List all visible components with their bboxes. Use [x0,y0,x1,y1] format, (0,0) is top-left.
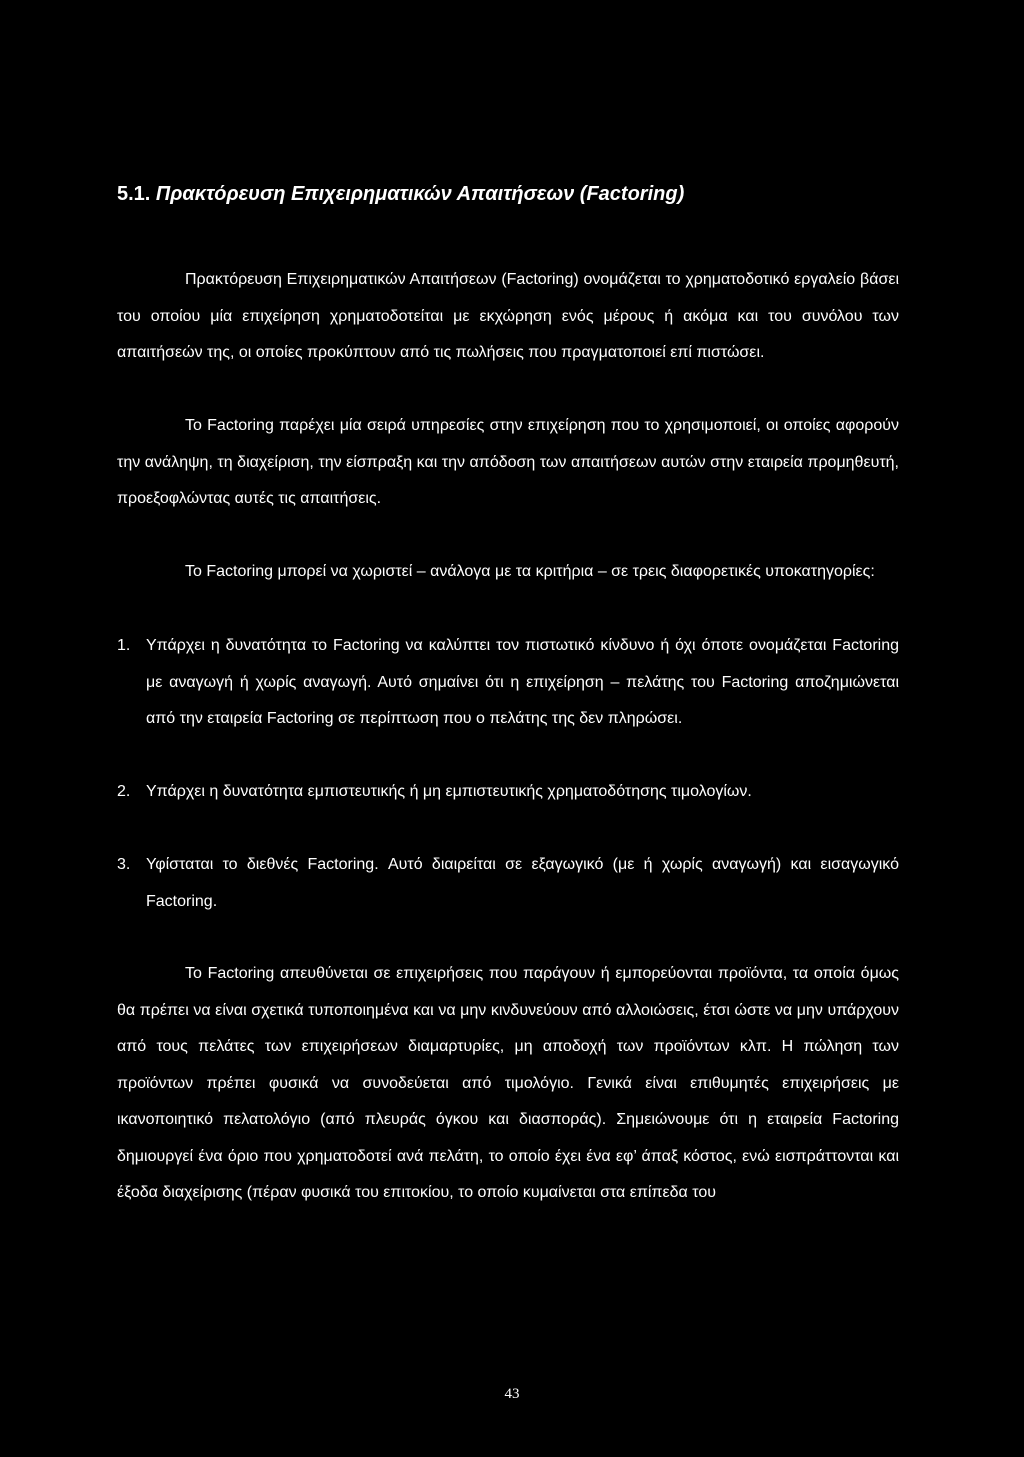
paragraph-categories-intro: Το Factoring μπορεί να χωριστεί – ανάλογα με τα κριτήρια – σε τρεις διαφορετικές υποκατηγορίες: [185,563,875,580]
list-marker: 2. [117,783,131,800]
list-marker: 3. [117,856,131,873]
list-item-recourse [117,628,899,738]
page-number: 43 [504,1386,520,1402]
section-number: 5.1. [117,183,151,205]
list-item-text: Υπάρχει η δυνατότητα εμπιστευτικής ή μη εμπιστευτικής χρηματοδότησης τιμολογίων. [146,783,752,800]
paragraph-definition: Πρακτόρευση Επιχειρηματικών Απαιτήσεων (Factoring) ονομάζεται το χρηματοδοτικό εργαλείο βάσει του οποίου μία επιχείρηση χρηματοδοτείται με εκχώρηση ενός μέρους ή ακόμα και του συνόλου των απαιτήσεών της, οι οποίες προκύπτουν από τις πωλήσεις που πραγματοποιεί επί πιστώσει. [117,271,899,361]
list-item-confidential [117,774,899,811]
paragraph-target-companies: Το Factoring απευθύνεται σε επιχειρήσεις που παράγουν ή εμπορεύονται προϊόντα, τα οποία όμως θα πρέπει να είναι σχετικά τυποποιημένα και να μην κινδυνεύουν από αλλοιώσεις, έτσι ώστε να μην υπάρχουν από τους πελάτες των επιχειρήσεων διαμαρτυρίες, μη αποδοχή των προϊόντων κλπ. Η πώληση των προϊόντων πρέπει φυσικά να συνοδεύεται από τιμολόγιο. Γενικά είναι επιθυμητές επιχειρήσεις με ικανοποιητικό πελατολόγιο (από πλευράς όγκου και διασποράς). Σημειώνουμε ότι η εταιρεία Factoring δημιουργεί ένα όριο που χρηματοδοτεί ανά πελάτη, το οποίο έχει ένα εφ’ άπαξ κόστος, ενώ εισπράττονται και έξοδα διαχείρισης (πέραν φυσικά του επιτοκίου, το οποίο κυμαίνεται στα επίπεδα του [117,965,899,1201]
paragraph-services: Το Factoring παρέχει μία σειρά υπηρεσίες στην επιχείρηση που το χρησιμοποιεί, οι οποίες αφορούν την ανάληψη, τη διαχείριση, την είσπραξη και την απόδοση των απαιτήσεων αυτών στην εταιρεία προμηθευτή, προεξοφλώντας αυτές τις απαιτήσεις. [117,417,899,507]
list-item-text: Υφίσταται το διεθνές Factoring. Αυτό διαιρείται σε εξαγωγικό (με ή χωρίς αναγωγή) και εισαγωγικό Factoring. [146,856,899,910]
section-heading [117,180,684,208]
list-marker: 1. [117,637,131,654]
section-title: Πρακτόρευση Επιχειρηματικών Απαιτήσεων (Factoring) [155,183,685,205]
list-item-international [117,847,899,920]
list-item-text: Υπάρχει η δυνατότητα το Factoring να καλύπτει τον πιστωτικό κίνδυνο ή όχι όποτε ονομάζεται Factoring με αναγωγή ή χωρίς αναγωγή. Αυτό σημαίνει ότι η επιχείρηση – πελάτης του Factoring αποζημιώνεται από την εταιρεία Factoring σε περίπτωση που ο πελάτης της δεν πληρώσει. [146,637,899,727]
